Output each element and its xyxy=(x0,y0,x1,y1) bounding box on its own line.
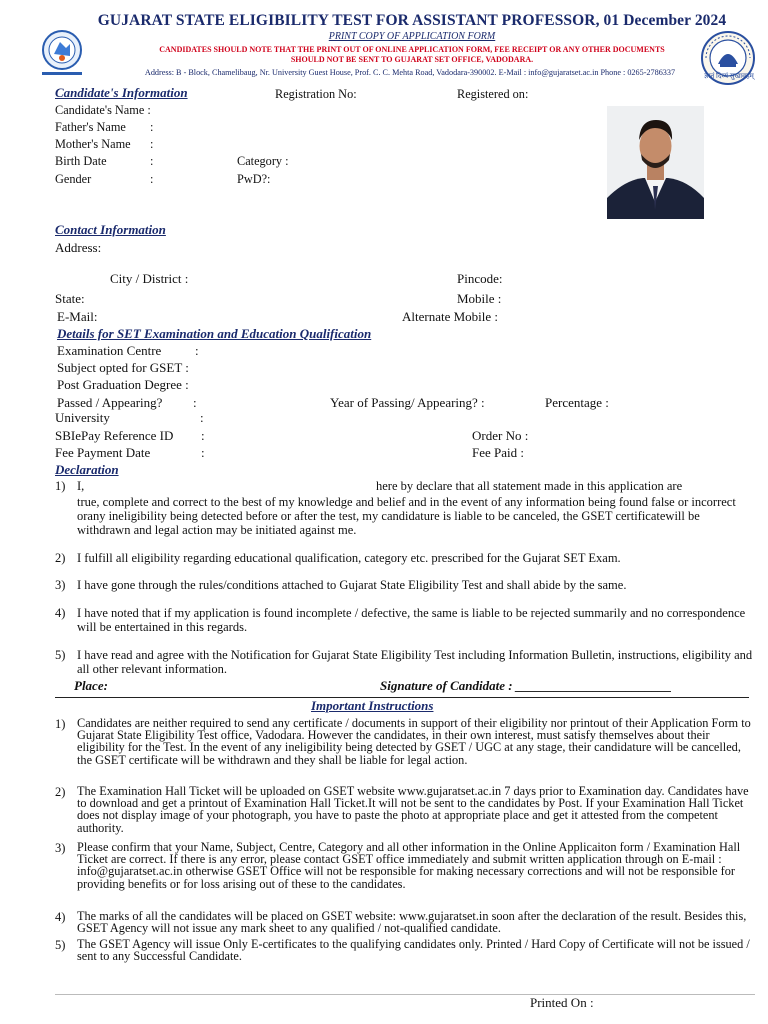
exam-details-heading: Details for SET Examination and Education Qualification xyxy=(57,326,372,341)
instruction-number: 1) xyxy=(55,717,66,731)
candidate-photo xyxy=(607,106,704,219)
instructions-heading: Important Instructions xyxy=(311,698,434,713)
instruction-number: 3) xyxy=(55,841,66,855)
order-no-label: Order No : xyxy=(472,428,529,443)
instruction-text: The Examination Hall Ticket will be uploaded on GSET website www.gujaratset.ac.in 7 days prior to Examination day. Candidates have to download and get a printout of Examination Hall Ticket.It will not be sent to the candidates by Post. If your Examination Hall Ticket does not display image of your photograph, you have to paste the photo at appropriate place and get it attested from the competent authority. xyxy=(77,784,749,835)
city-label: City / District : xyxy=(110,271,189,286)
instruction-number: 4) xyxy=(55,910,66,924)
percentage-label: Percentage : xyxy=(545,395,609,410)
exam-centre-colon: : xyxy=(195,343,199,358)
state-label: State: xyxy=(55,291,85,306)
declaration-lead-tail: here by declare that all statement made in this application are xyxy=(376,479,683,493)
contact-info-heading: Contact Information xyxy=(55,222,166,237)
pwd-label: PwD?: xyxy=(237,172,271,186)
email-label: E-Mail: xyxy=(57,309,98,324)
footer-divider xyxy=(55,994,755,995)
declaration-item-text: true, complete and correct to the best of my knowledge and belief and in the event of any information being found false or incorrect orany ineligibility being detected before or after the test, my candidature is liable to be canceled, the GSET certificatewill be withdrawn and legal action may be initiated against me. xyxy=(77,495,736,537)
warning-line-2: SHOULD NOT BE SENT TO GUJARAT SET OFFICE, VADODARA. xyxy=(290,55,534,64)
fee-paid-label: Fee Paid : xyxy=(472,445,524,460)
declaration-item-number: 4) xyxy=(55,606,66,620)
pincode-label: Pincode: xyxy=(457,271,503,286)
instruction-number: 5) xyxy=(55,938,66,952)
declaration-item-number: 1) xyxy=(55,479,66,493)
instruction-text: The marks of all the candidates will be placed on GSET website: www.gujaratset.in soon after the declaration of the result. Besides this, GSET Agency will not issue any mark sheet to any qualified / not-qualified candidate. xyxy=(77,909,747,936)
seal-motto: ज्ञानं दिव्यं सुखावहम् xyxy=(704,72,754,80)
instruction-text: Candidates are neither required to send any certificate / documents in support of their eligibility nor printout of their Application Form to Gujarat State Eligibility Test office, Vadodara. However the candidates, in their own interest, must satisfy themselves about their eligibility for the Test. In the event of any ineligibility being detected by GSET / UGC at any stage, their candidature will be cancelled, the GSET certificate will be withdrawn and they shall be liable for legal action. xyxy=(77,716,751,767)
page-title: GUJARAT STATE ELIGIBILITY TEST FOR ASSISTANT PROFESSOR, 01 December 2024 xyxy=(97,12,727,29)
declaration-item-text: I have noted that if my application is found incomplete / defective, the same is liable to be rejected summarily and no correspondence will be entertained in this regards. xyxy=(77,606,746,634)
declaration-heading: Declaration xyxy=(55,462,119,477)
warning-line-1: CANDIDATES SHOULD NOTE THAT THE PRINT OUT OF ONLINE APPLICATION FORM, FEE RECEIPT OR ANY OTHER DOCUMENTS xyxy=(159,45,665,54)
address-label: Address: xyxy=(55,240,102,255)
registered-on-label: Registered on: xyxy=(457,87,529,101)
birth-date-label: Birth Date xyxy=(55,154,107,168)
subject-label: Subject opted for GSET : xyxy=(57,360,189,375)
mother-name-label: Mother's Name xyxy=(55,137,131,151)
fee-payment-date-label: Fee Payment Date xyxy=(55,445,151,460)
gender-label: Gender xyxy=(55,172,92,186)
pg-degree-label: Post Graduation Degree : xyxy=(57,377,189,392)
father-colon: : xyxy=(150,120,154,134)
birth-colon: : xyxy=(150,154,154,168)
sbiepay-colon: : xyxy=(201,428,205,443)
year-of-passing-label: Year of Passing/ Appearing? : xyxy=(330,395,485,410)
declaration-item-number: 3) xyxy=(55,578,66,592)
candidate-info-heading: Candidate's Information xyxy=(55,85,188,100)
exam-centre-label: Examination Centre xyxy=(57,343,162,358)
passed-appearing-label: Passed / Appearing? xyxy=(57,395,163,410)
registration-no-label: Registration No: xyxy=(275,87,357,101)
declaration-item-number: 2) xyxy=(55,551,66,565)
passed-colon: : xyxy=(193,395,197,410)
page-subtitle: PRINT COPY OF APPLICATION FORM xyxy=(328,31,496,42)
office-address: Address: B - Block, Chamelibaug, Nr. University Guest House, Prof. C. C. Mehta Road, Vadodara-390002. E-Mail : info@gujaratset.ac.in Phone : 0265-2786337 xyxy=(144,68,676,77)
sbiepay-reference-label: SBIePay Reference ID xyxy=(55,428,174,443)
declaration-item-text: I fulfill all eligibility regarding educational qualification, category etc. prescribed for the Gujarat SET Exam. xyxy=(77,551,621,565)
university-colon: : xyxy=(200,410,204,425)
alternate-mobile-label: Alternate Mobile : xyxy=(402,309,499,324)
place-label: Place: xyxy=(74,678,108,693)
printed-on-label: Printed On : xyxy=(530,995,594,1010)
declaration-item-text: I have gone through the rules/conditions attached to Gujarat State Eligibility Test and shall abide by the same. xyxy=(77,578,627,592)
candidate-name-label: Candidate's Name : xyxy=(55,103,151,117)
mother-colon: : xyxy=(150,137,154,151)
category-label: Category : xyxy=(237,154,289,168)
university-label: University xyxy=(55,410,110,425)
instruction-text: The GSET Agency will issue Only E-certificates to the qualifying candidates only. Printed / Hard Copy of Certificate will not be issued / sent to any Successful Candidate. xyxy=(77,937,750,964)
declaration-item-text: I have read and agree with the Notification for Gujarat State Eligibility Test including Information Bulletin, instructions, eligibility and all other relevant information. xyxy=(77,648,753,676)
signature-label: Signature of Candidate : ________________________ xyxy=(380,678,672,693)
instruction-text: Please confirm that your Name, Subject, Centre, Category and all other information in the Online Applicaiton form / Examination Hall Ticket are correct. If there is any error, please contact GSET office immediately and submit written application through on E-mail : info@gujaratset.ac.in otherwise GSET Office will not be responsible for making necessary corrections and will not be responsible for providing benefits or for loss arising out of these to the candidates. xyxy=(77,840,741,891)
warning-notice xyxy=(92,45,732,65)
father-name-label: Father's Name xyxy=(55,120,126,134)
declaration-lead: I, xyxy=(77,479,85,493)
fee-date-colon: : xyxy=(201,445,205,460)
mobile-label: Mobile : xyxy=(457,291,502,306)
gender-colon: : xyxy=(150,172,154,186)
instruction-number: 2) xyxy=(55,785,66,799)
declaration-item-number: 5) xyxy=(55,648,66,662)
